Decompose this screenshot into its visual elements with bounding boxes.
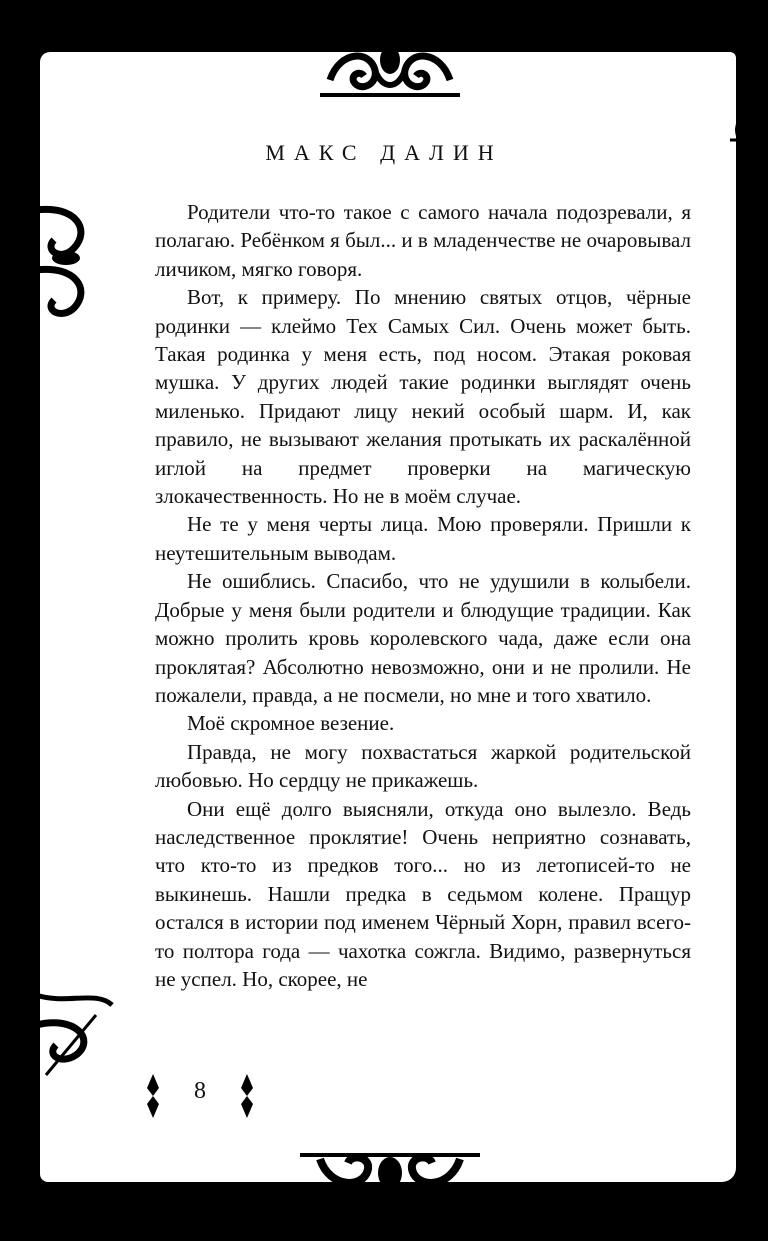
paragraph: Правда, не могу похвастаться жаркой родительской любовью. Но сердцу не прикажешь. [155,739,691,793]
top-scroll-ornament [320,40,460,110]
right-diamond-ornament-icon [240,1074,254,1118]
paragraph: Не ошиблись. Спасибо, что не удушили в колыбели. Добрые у меня были родители и блюдущие традиции. Как можно пролить кровь королевского чада, даже если она проклятая? Абсолютно невозможно, они и не пролили. Не пожалели, правда, а не посмели, но мне и того хватило. [155,569,691,707]
paragraph: Не те у меня черты лица. Мою проверяли. Пришли к неутешительным выводам. [155,512,691,565]
left-upper-ornament [36,190,106,320]
bottom-right-corner-ornament [704,1060,768,1180]
running-head: МАКС ДАЛИН [265,140,503,165]
paragraph: Родители что-то такое с самого начала подозревали, я полагаю. Ребёнком я был... и в младенчестве не очаровывал личиком, мягко говоря. [155,200,691,281]
bottom-scroll-ornament [300,1125,480,1195]
page-number-block [140,1070,260,1120]
paragraph: Они ещё долго выясняли, откуда оно вылезло. Ведь наследственное проклятие! Очень неприятно сознавать, что кто-то из предков того... но из летописей-то не выкинешь. Нашли предка в седьмом колене. Пращур остался в истории под именем Чёрный Хорн, правил всего-то полтора года — чахотка сожгла. Видимо, развернуться не успел. Но, скорее, не [155,796,691,991]
left-diamond-ornament-icon [146,1074,160,1118]
left-lower-ornament [36,985,116,1085]
paragraph: Моё скромное везение. [187,711,395,736]
page-number: 8 [194,1078,206,1104]
body-text [155,198,691,993]
paragraph: Вот, к примеру. По мнению святых отцов, чёрные родинки — клеймо Тех Самых Сил. Очень может быть. Такая родинка у меня есть, под носом. Этакая роковая мушка. У других людей такие родинки выглядят очень миленько. Придают лицу некий особый шарм. И, как правило, не вызывают желания протыкать их раскалённой иглой на предмет проверки на магическую злокачественность. Но не в моём случае. [155,285,691,509]
